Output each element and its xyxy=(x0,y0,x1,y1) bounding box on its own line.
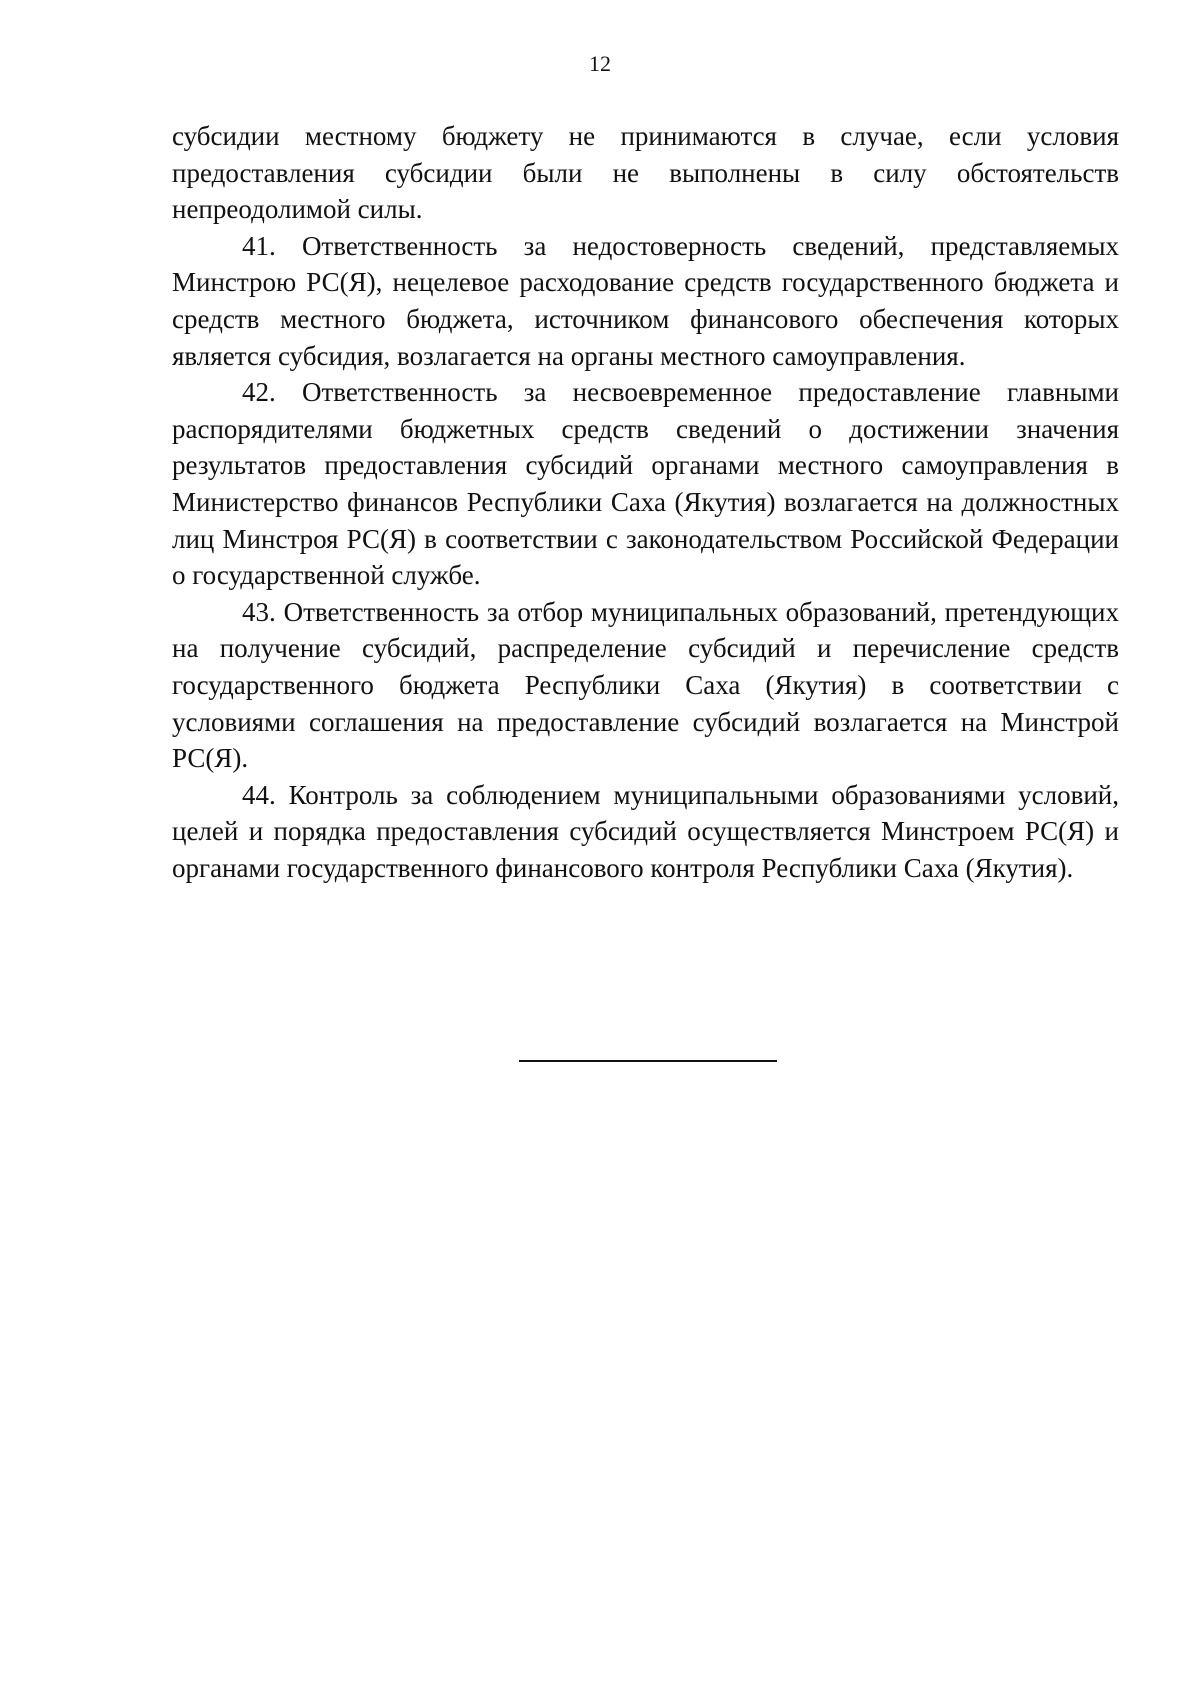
paragraph-item-44: 44. Контроль за соблюдением муниципальными образованиями условий, целей и порядка предоставления субсидий осуществляется Минстроем РС(Я) и органами государственного финансового контроля Республики Саха (Якутия). xyxy=(172,779,1119,883)
paragraph-item-43: 43. Ответственность за отбор муниципальных образований, претендующих на получение субсидий, распределение субсидий и перечисление средств государственного бюджета Республики Саха (Якутия) в соответствии с условиями соглашения на предоставление субсидий возлагается на Минстрой РС(Я). xyxy=(172,596,1119,774)
page-number: 12 xyxy=(589,51,611,76)
paragraph-item-41: 41. Ответственность за недостоверность сведений, представляемых Минстрою РС(Я), нецелевое расходование средств государственного бюджета и средств местного бюджета, источником финансового обеспечения которых является субсидия, возлагается на органы местного самоуправления. xyxy=(172,230,1119,371)
paragraph-item-42: 42. Ответственность за несвоевременное предоставление главными распорядителями бюджетных средств сведений о достижении значения результатов предоставления субсидий органами местного самоуправления в Министерство финансов Республики Саха (Якутия) возлагается на должностных лиц Минстроя РС(Я) в соответствии с законодательством Российской Федерации о государственной службе. xyxy=(172,377,1119,591)
paragraph-continuation: субсидии местному бюджету не принимаются в случае, если условия предоставления субсидии были не выполнены в силу обстоятельств непреодолимой силы. xyxy=(172,121,1119,225)
document-body xyxy=(172,118,1119,886)
end-of-document-rule xyxy=(519,1060,777,1062)
